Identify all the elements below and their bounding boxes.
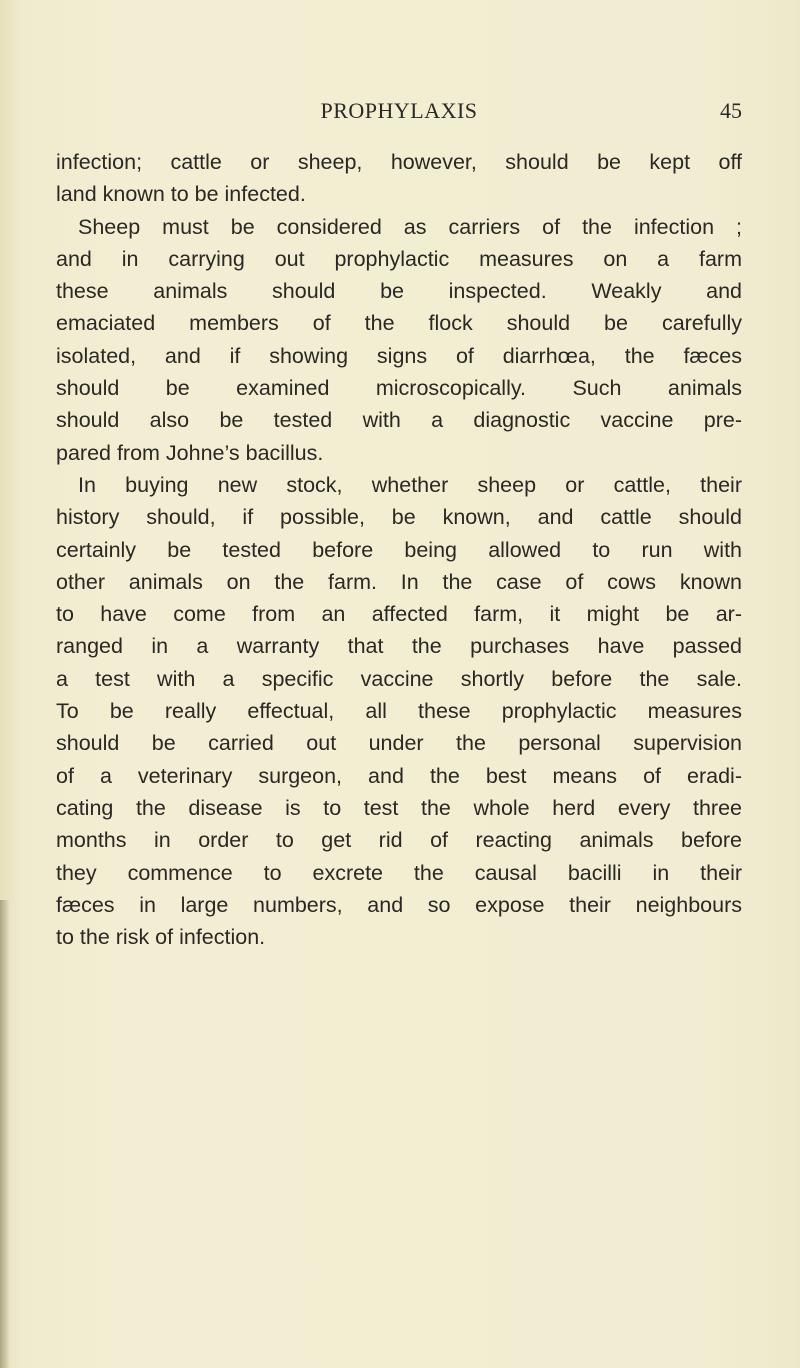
text-line: infection; cattle or sheep, however, should be kept off	[56, 150, 742, 174]
text-line: other animals on the farm. In the case of cows known	[56, 569, 742, 594]
running-title: PROPHYLAXIS	[320, 98, 478, 123]
text-line: and in carrying out prophylactic measures on a farm	[56, 246, 742, 271]
text-line: should be examined microscopically. Such animals	[56, 376, 742, 401]
text-line: history should, if possible, be known, and cattle should	[56, 505, 742, 530]
page-number: 45	[720, 98, 742, 123]
text-line: In buying new stock, whether sheep or cattle, their	[78, 472, 742, 497]
text-line: certainly be tested before being allowed to run with	[56, 537, 742, 562]
text-line: months in order to get rid of reacting animals before	[56, 828, 742, 853]
text-line: land known to be infected.	[56, 182, 306, 207]
text-line: Sheep must be considered as carriers of the infection ;	[78, 214, 742, 239]
body-text	[56, 146, 742, 953]
text-line: to the risk of infection.	[56, 925, 266, 950]
text-line: emaciated members of the flock should be carefully	[56, 311, 742, 336]
text-line: isolated, and if showing signs of diarrhœa, the fæces	[56, 343, 742, 368]
text-line: to have come from an affected farm, it might be ar-	[56, 602, 742, 627]
text-line: a test with a specific vaccine shortly before the sale.	[56, 666, 742, 691]
text-line: of a veterinary surgeon, and the best means of eradi-	[56, 763, 742, 788]
text-line: ranged in a warranty that the purchases have passed	[56, 634, 742, 659]
text-line: cating the disease is to test the whole herd every three	[56, 795, 742, 820]
text-line: fæces in large numbers, and so expose their neighbours	[56, 892, 742, 917]
text-line: these animals should be inspected. Weakly and	[56, 279, 742, 304]
text-line: should also be tested with a diagnostic vaccine pre-	[56, 408, 742, 433]
text-line: they commence to excrete the causal bacilli in their	[56, 860, 742, 885]
text-line: pared from Johne’s bacillus.	[56, 440, 324, 465]
text-line: should be carried out under the personal supervision	[56, 731, 742, 756]
page-header	[56, 98, 742, 134]
text-line: To be really effectual, all these prophylactic measures	[56, 699, 742, 724]
spine-shadow	[0, 900, 10, 1368]
